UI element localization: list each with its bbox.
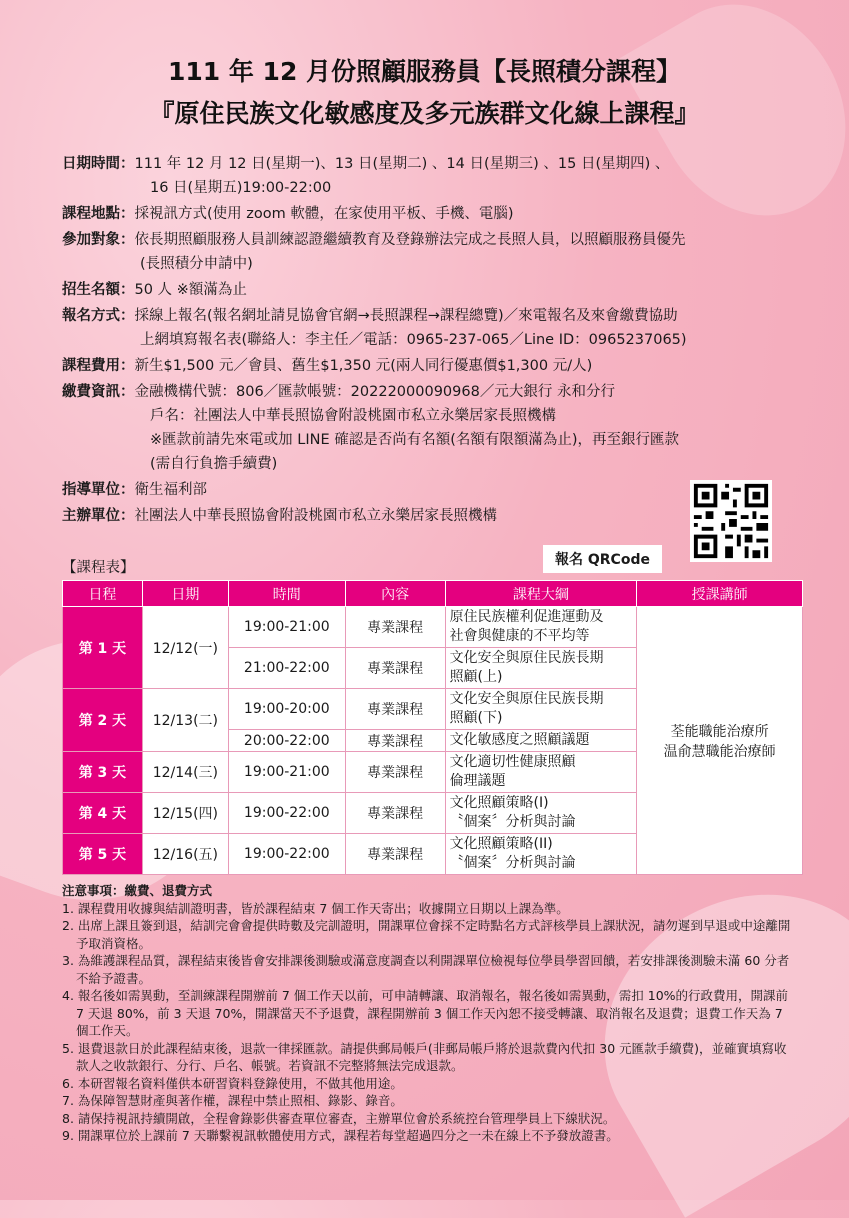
table-row [63,607,803,648]
outline-cell [445,648,637,689]
host-label: 主辦單位： [62,508,135,524]
notes-section [62,882,792,1145]
content-cell: 專業課程 [345,689,445,730]
note-item: 6. 本研習報名資料僅供本研習資料登錄使用，不做其他用途。 [62,1075,403,1091]
time-cell: 19:00-20:00 [228,689,345,730]
outline-cell [445,793,637,834]
time-cell: 19:00-22:00 [228,793,345,834]
fee-label: 課程費用： [62,358,135,374]
target-label: 參加對象： [62,232,135,248]
header-content: 內容 [345,581,445,607]
register-value-2: 上網填寫報名表(聯絡人：李主任／電話：0965-237-065／Line ID：0965237065) [140,332,687,348]
content-cell: 專業課程 [345,730,445,752]
pay-value: 金融機構代號：806／匯款帳號：20222000090968／元大銀行 永和分行 [134,384,615,400]
guide-label: 指導單位： [62,482,135,498]
outline-cell [445,834,637,875]
schedule-label: 【課程表】 [62,560,135,576]
note-item: 4. 報名後如需異動，至訓練課程開辦前 7 個工作天以前，可申請轉讓、取消報名，報名後如需異動，需扣 10%的行政費用，開課前 7 天退 80%，前 3 天退 70%，開課當天不予退費，課程開辦前 3 個工作天內恕不接受轉讓、取消報名及退費；退費工作天為 7 個工作天。 [62,988,789,1038]
pay-value-2: 戶名：社團法人中華長照協會附設桃園市私立永樂居家長照機構 [150,408,556,424]
quota-value: 50 人 ※額滿為止 [134,282,247,298]
day-cell: 第 1 天 [63,607,143,689]
day-cell: 第 3 天 [63,752,143,793]
outline-line: 原住民族權利促進運動及 [449,609,604,625]
guide-value: 衛生福利部 [134,482,207,498]
outline-line: 文化照顧策略(I) [449,795,549,811]
qr-label: 報名 QRCode [543,545,662,573]
date-cell: 12/16(五) [142,834,228,875]
time-cell: 21:00-22:00 [228,648,345,689]
time-cell: 19:00-21:00 [228,752,345,793]
outline-line: 文化安全與原住民族長期 [449,650,604,666]
note-item: 8. 請保持視訊持續開啟，全程會錄影供審查單位審查，主辦單位會於系統控台管理學員上下線狀況。 [62,1110,616,1126]
outline-line: 照顧(下) [449,710,503,726]
notes-heading: 注意事項：繳費、退費方式 [62,883,213,898]
outline-cell [445,752,637,793]
day-cell: 第 4 天 [63,793,143,834]
title-line-1: 111 年 12 月份照顧服務員【長照積分課程】 [167,57,682,86]
date-cell: 12/13(二) [142,689,228,752]
location-label: 課程地點： [62,206,135,222]
header-instructor: 授課講師 [637,581,803,607]
register-value: 採線上報名(報名網址請見協會官網→長照課程→課程總覽)／來電報名及來會繳費協助 [134,308,678,324]
note-item: 9. 開課單位於上課前 7 天聯繫視訊軟體使用方式，課程若每堂超過四分之一未在線上不予發放證書。 [62,1128,619,1143]
outline-line: 〝個案〞分析與討論 [449,855,576,871]
instructor-name: 温俞慧職能治療師 [663,743,776,760]
location-value: 採視訊方式(使用 zoom 軟體，在家使用平板、手機、電腦) [134,206,514,222]
day-cell: 第 2 天 [63,689,143,752]
header-time: 時間 [228,581,345,607]
outline-line: 倫理議題 [449,773,506,789]
header-outline: 課程大綱 [445,581,637,607]
outline-cell [445,607,637,648]
date-label: 日期時間： [62,156,135,172]
outline-line: 文化安全與原住民族長期 [449,691,604,707]
date-value-2: 16 日(星期五)19:00-22:00 [150,180,332,196]
outline-line: 文化適切性健康照顧 [449,754,576,770]
date-cell: 12/15(四) [142,793,228,834]
instructor-org: 荃能職能治療所 [670,723,769,740]
date-value: 111 年 12 月 12 日(星期一)、13 日(星期二) 、14 日(星期三) 、15 日(星期四) 、 [134,156,670,172]
note-item: 1. 課程費用收據與結訓證明書，皆於課程結束 7 個工作天寄出；收據開立日期以上課為準。 [62,900,569,916]
date-cell: 12/14(三) [142,752,228,793]
pay-value-4: (需自行負擔手續費) [150,456,278,472]
note-item: 3. 為維護課程品質，課程結束後皆會安排課後測驗或滿意度調查以利開課單位檢視每位學員學習回饋，若安排課後測驗未滿 60 分者不給予證書。 [62,953,790,986]
title-line-2: 『原住民族文化敏感度及多元族群文化線上課程』 [149,99,700,128]
outline-line: 照顧(上) [449,669,503,685]
outline-cell: 文化敏感度之照顧議題 [445,730,637,752]
time-cell: 20:00-22:00 [228,730,345,752]
pay-label: 繳費資訊： [62,384,135,400]
outline-line: 文化照顧策略(II) [449,836,553,852]
schedule-table [62,580,803,875]
note-item: 7. 為保障智慧財產與著作權，課程中禁止照相、錄影、錄音。 [62,1093,403,1108]
qr-code-icon[interactable] [690,480,772,562]
fee-value: 新生$1,500 元／會員、舊生$1,350 元(兩人同行優惠價$1,300 元/人) [134,358,593,374]
header-date: 日期 [142,581,228,607]
register-label: 報名方式： [62,308,135,324]
note-item: 5. 退費退款日於此課程結束後，退款一律採匯款。請提供郵局帳戶(非郵局帳戶將於退款費內代扣 30 元匯款手續費)，並確實填寫收款人之收款銀行、分行、戶名、帳號。若資訊不完整將無法完成退款。 [62,1040,787,1073]
target-value-2: (長照積分申請中) [140,256,253,272]
pay-value-3: ※匯款前請先來電或加 LINE 確認是否尚有名額(名額有限額滿為止)，再至銀行匯款 [150,432,680,448]
time-cell: 19:00-21:00 [228,607,345,648]
content-cell: 專業課程 [345,752,445,793]
outline-line: 社會與健康的不平均等 [449,628,590,644]
content-cell: 專業課程 [345,834,445,875]
host-value: 社團法人中華長照協會附設桃園市私立永樂居家長照機構 [134,508,497,524]
date-cell: 12/12(一) [142,607,228,689]
header-day: 日程 [63,581,143,607]
note-item: 2. 出席上課且簽到退，結訓完會會提供時數及完訓證明，開課單位會採不定時點名方式評核學員上課狀況，請勿遲到早退或中途離開予取消資格。 [62,918,791,951]
quota-label: 招生名額： [62,282,135,298]
instructor-cell [637,607,803,875]
schedule-header-row [63,581,803,607]
target-value: 依長期照顧服務人員訓練認證繼續教育及登錄辦法完成之長照人員，以照顧服務員優先 [134,232,686,248]
time-cell: 19:00-22:00 [228,834,345,875]
day-cell: 第 5 天 [63,834,143,875]
content-cell: 專業課程 [345,607,445,648]
course-info [62,152,802,528]
content-cell: 專業課程 [345,793,445,834]
content-cell: 專業課程 [345,648,445,689]
outline-line: 〝個案〞分析與討論 [449,814,576,830]
outline-cell [445,689,637,730]
